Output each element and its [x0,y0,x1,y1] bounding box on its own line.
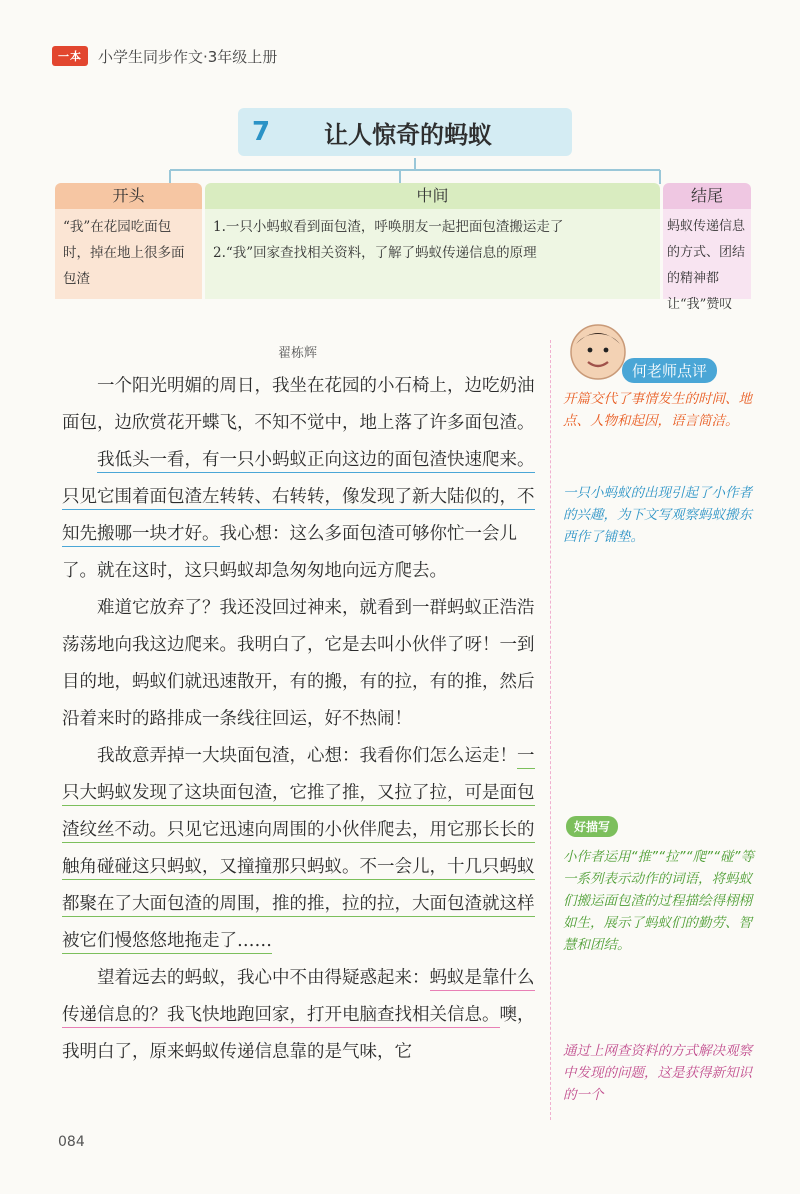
outline-middle-label: 中间 [205,183,660,209]
comment-note-3: 小作者运用“推”“拉”“爬”“碰”等一系列表示动作的词语，将蚂蚁们搬运面包渣的过程描绘得栩栩如生，展示了蚂蚁们的勤劳、智慧和团结。 [563,849,754,953]
paragraph-4: 我故意弄掉一大块面包渣，心想：我看你们怎么运走！一只大蚂蚁发现了这块面包渣，它推了推，又拉了拉，可是面包渣纹丝不动。只见它迅速向周围的小伙伴爬去，用它那长长的触角碰碰这只蚂蚁，又撞撞那只蚂蚁。不一会儿，十几只蚂蚁都聚在了大面包渣的周围，推的推，拉的拉，大面包渣就这样被它们慢悠悠地拖走了…… [62,738,540,960]
paragraph-5: 望着远去的蚂蚁，我心中不由得疑惑起来：蚂蚁是靠什么传递信息的？我飞快地跑回家，打开电脑查找相关信息。噢，我明白了，原来蚂蚁传递信息靠的是气味，它 [62,968,535,1062]
highlight-blue: 我低头一看，有一只小蚂蚁正向这边的面包渣快速爬来。只见它围着面包渣左转转、右转转，像发现了新大陆似的，不知先搬哪一块才好。 [62,450,535,547]
paragraph-2: 我低头一看，有一只小蚂蚁正向这边的面包渣快速爬来。只见它围着面包渣左转转、右转转，像发现了新大陆似的，不知先搬哪一块才好。我心想：这么多面包渣可够你忙一会儿了。就在这时，这只蚂蚁却急匆匆地向远方爬去。 [62,450,535,581]
comment-note-4: 通过上网查资料的方式解决观察中发现的问题，这是获得新知识的一个 [563,1043,752,1103]
author-name: 翟栋辉 [278,346,318,361]
lesson-number: 7 [251,117,271,147]
outline-middle [205,183,660,301]
book-title: 小学生同步作文·3年级上册 [98,47,278,66]
page-header [52,44,277,68]
comment-note-1: 开篇交代了事情发生的时间、地点、人物和起因，语言简洁。 [563,391,752,429]
outline-opening [55,183,202,301]
teacher-comment-label: 何老师点评 [622,358,717,383]
comment-note-2: 一只小蚂蚁的出现引起了小作者的兴趣，为下文写观察蚂蚁搬东西作了铺垫。 [563,485,752,545]
brand-badge: 一本 [52,46,88,66]
essay-body [62,368,540,1071]
outline-ending-label: 结尾 [663,183,751,209]
outline-ending [663,183,751,312]
outline-opening-text: “我”在花园吃面包时，掉在地上很多面包渣 [55,209,202,299]
essay-outline [55,183,751,312]
lesson-title-bar [238,108,572,156]
outline-ending-text: 蚂蚁传递信息的方式、团结的精神都让“我”赞叹 [663,209,751,299]
outline-middle-item-2: 2.“我”回家查找相关资料，了解了蚂蚁传递信息的原理 [213,245,537,261]
highlight-pink: 蚂蚁是靠什么传递信息的？我飞快地跑回家，打开电脑查找相关信息。 [62,968,535,1028]
margin-divider [550,340,551,1120]
paragraph-1: 一个阳光明媚的周日，我坐在花园的小石椅上，边吃奶油面包，边欣赏花开蝶飞，不知不觉中，地上落了许多面包渣。 [62,376,535,433]
highlight-green: 一只大蚂蚁发现了这块面包渣，它推了推，又拉了拉，可是面包渣纹丝不动。只见它迅速向周围的小伙伴爬去，用它那长长的触角碰碰这只蚂蚁，又撞撞那只蚂蚁。不一会儿，十几只蚂蚁都聚在了大面包渣的周围，推的推，拉的拉，大面包渣就这样被它们慢悠悠地拖走了…… [62,746,535,954]
lesson-title: 让人惊奇的蚂蚁 [324,119,492,149]
outline-opening-label: 开头 [55,183,202,209]
good-description-tag: 好描写 [566,816,618,837]
page-number: 084 [58,1134,85,1150]
outline-connector [150,158,680,184]
teacher-avatar-icon [568,322,628,382]
outline-middle-item-1: 1.一只小蚂蚁看到面包渣，呼唤朋友一起把面包渣搬运走了 [213,219,564,235]
paragraph-3: 难道它放弃了？我还没回过神来，就看到一群蚂蚁正浩浩荡荡地向我这边爬来。我明白了，它是去叫小伙伴了呀！一到目的地，蚂蚁们就迅速散开，有的搬，有的拉，有的推，然后沿着来时的路排成一条线往回运，好不热闹！ [62,598,535,729]
